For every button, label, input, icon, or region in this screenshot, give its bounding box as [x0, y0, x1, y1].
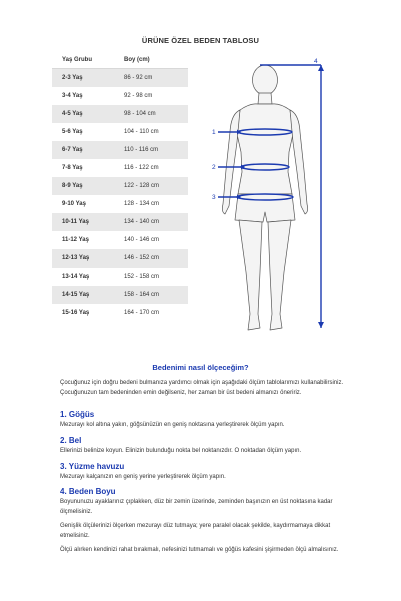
head — [253, 65, 278, 95]
age-group-cell: 13-14 Yaş — [52, 268, 114, 286]
table-row — [52, 249, 188, 267]
right-leg — [268, 220, 291, 330]
shorts — [235, 194, 295, 222]
age-group-cell: 8-9 Yaş — [52, 177, 114, 195]
section-text: Mezurayı kol altına yakın, göğsünüzün en geniş noktasına yerleştirerek ölçüm yapın. — [60, 422, 285, 428]
table-row — [52, 195, 188, 213]
age-group-cell: 15-16 Yaş — [52, 304, 114, 322]
table-row — [52, 304, 188, 322]
age-group-cell: 5-6 Yaş — [52, 123, 114, 141]
section-title: 2. Bel — [60, 436, 82, 445]
section-text: Mezurayı kalçanızın en geniş yerine yerleştirerek ölçüm yapın. — [60, 474, 226, 480]
table-row — [52, 231, 188, 249]
height-range-cell: 158 - 164 cm — [114, 286, 188, 304]
height-range-cell: 128 - 134 cm — [114, 195, 188, 213]
age-group-cell: 3-4 Yaş — [52, 87, 114, 105]
figure-label-3: 3 — [212, 194, 216, 201]
table-header-height: Boy (cm) — [114, 52, 188, 69]
height-range-cell: 104 - 110 cm — [114, 123, 188, 141]
guide-title: Bedenimi nasıl ölçeceğim? — [152, 363, 249, 372]
age-group-cell: 6-7 Yaş — [52, 141, 114, 159]
torso — [237, 104, 293, 194]
table-header-row — [52, 52, 188, 69]
table-row — [52, 286, 188, 304]
height-range-cell: 146 - 152 cm — [114, 249, 188, 267]
height-arrow-down-icon — [318, 322, 324, 328]
height-range-cell: 134 - 140 cm — [114, 213, 188, 231]
section-chest — [60, 409, 360, 434]
figure-label-4: 4 — [314, 58, 318, 65]
table-row — [52, 177, 188, 195]
height-range-cell: 116 - 122 cm — [114, 159, 188, 177]
section-title: 4. Beden Boyu — [60, 487, 116, 496]
height-range-cell: 110 - 116 cm — [114, 141, 188, 159]
size-table-body — [52, 69, 188, 322]
page-title: ÜRÜNE ÖZEL BEDEN TABLOSU — [141, 36, 260, 45]
height-range-cell: 92 - 98 cm — [114, 87, 188, 105]
size-table — [52, 52, 188, 322]
height-range-cell: 122 - 128 cm — [114, 177, 188, 195]
age-group-cell: 14-15 Yaş — [52, 286, 114, 304]
height-arrow-up-icon — [318, 65, 324, 71]
table-row — [52, 87, 188, 105]
height-range-cell: 86 - 92 cm — [114, 69, 188, 88]
height-range-cell: 140 - 146 cm — [114, 231, 188, 249]
height-range-cell: 164 - 170 cm — [114, 304, 188, 322]
figure-label-1: 1 — [212, 129, 216, 136]
section-title: 3. Yüzme havuzu — [60, 462, 125, 471]
table-row — [52, 141, 188, 159]
height-range-cell: 152 - 158 cm — [114, 268, 188, 286]
section-height — [60, 486, 360, 559]
age-group-cell: 10-11 Yaş — [52, 213, 114, 231]
guide-intro: Çocuğunuz için doğru bedeni bulmanıza yardımcı olmak için aşağıdaki ölçüm tablolarımızı kullanabilirsiniz. Çocuğunuzun tam bedeninden emin değilseniz, her zaman bir üst bedeni almanızı öneririz. — [60, 380, 344, 396]
table-row — [52, 123, 188, 141]
neck — [258, 93, 272, 104]
table-row — [52, 105, 188, 123]
age-group-cell: 9-10 Yaş — [52, 195, 114, 213]
table-row — [52, 268, 188, 286]
section-waist — [60, 435, 360, 460]
age-group-cell: 12-13 Yaş — [52, 249, 114, 267]
age-group-cell: 7-8 Yaş — [52, 159, 114, 177]
figure-label-2: 2 — [212, 164, 216, 171]
age-group-cell: 2-3 Yaş — [52, 69, 114, 88]
left-leg — [239, 220, 262, 330]
age-group-cell: 4-5 Yaş — [52, 105, 114, 123]
height-range-cell: 98 - 104 cm — [114, 105, 188, 123]
body-measurement-figure — [196, 52, 346, 352]
section-text: Ellerinizi belinize koyun. Elinizin bulunduğu nokta bel noktanızdır. O noktadan ölçüm yapın. — [60, 448, 302, 454]
section-title: 1. Göğüs — [60, 410, 95, 419]
age-group-cell: 11-12 Yaş — [52, 231, 114, 249]
section-text: Genişlik ölçülerinizi ölçerken mezurayı düz tutmaya; yere paralel olacak şekilde, kaydırmamaya dikkat etmelisiniz. — [60, 523, 331, 539]
table-row — [52, 69, 188, 88]
section-text: Ölçü alırken kendinizi rahat bırakmalı, nefesinizi tutmamalı ve göğüs kafesini şişirmeden ölçü almalısınız. — [60, 547, 339, 553]
section-text: Boyununuzu ayaklarınız çıplakken, düz bir zemin üzerinde, zeminden başınızın en üst noktasına kadar ölçmelisiniz. — [60, 499, 333, 515]
table-row — [52, 159, 188, 177]
section-hip — [60, 461, 360, 486]
table-header-age: Yaş Grubu — [52, 52, 114, 69]
table-row — [52, 213, 188, 231]
